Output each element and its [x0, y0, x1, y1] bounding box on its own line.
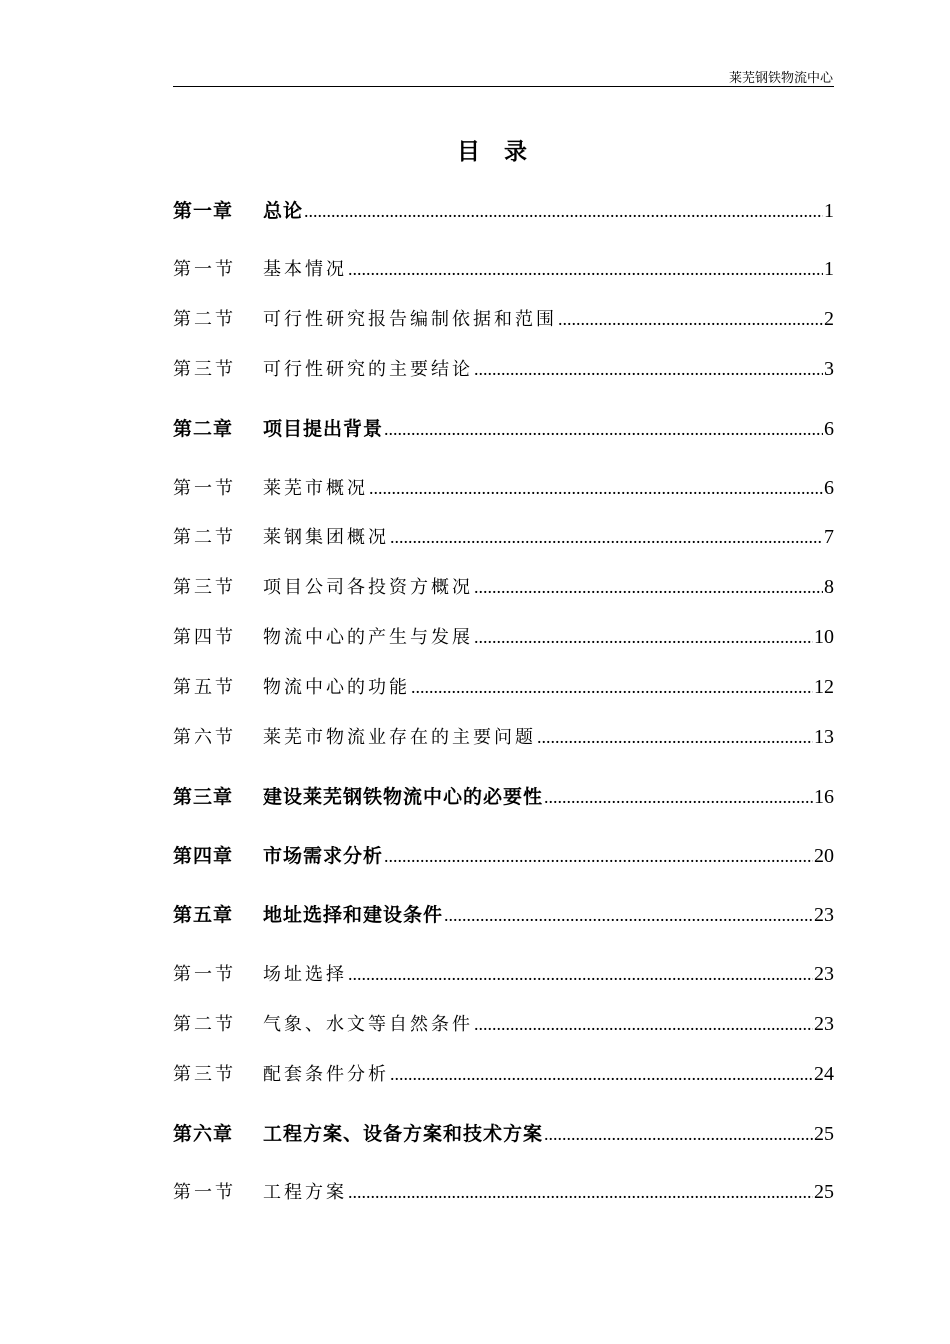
toc-section-entry[interactable]	[173, 474, 834, 502]
toc-dot-leader	[348, 1182, 813, 1203]
header-rule	[173, 86, 834, 87]
toc-entry-title: 基本情况	[263, 259, 347, 280]
toc-entry-title: 地址选择和建设条件	[263, 904, 444, 926]
toc-entry-page-number: 24	[814, 1063, 834, 1085]
toc-entry-number: 第五节	[173, 677, 236, 698]
toc-entry-number: 第二节	[173, 1014, 236, 1035]
toc-entry-page-number: 23	[814, 963, 834, 985]
toc-entry-page-number: 8	[824, 576, 834, 598]
toc-title: 目录	[457, 139, 551, 165]
toc-entry-page-number: 2	[824, 308, 834, 330]
toc-entry-title: 建设莱芜钢铁物流中心的必要性	[263, 786, 544, 808]
toc-section-entry[interactable]	[173, 673, 834, 701]
toc-section-entry[interactable]	[173, 255, 834, 283]
toc-entry-title: 莱芜市概况	[263, 478, 368, 499]
toc-section-entry[interactable]	[173, 523, 834, 551]
toc-entry-number: 第三节	[173, 359, 236, 380]
toc-entry-number: 第二节	[173, 309, 236, 330]
toc-dot-leader	[474, 577, 823, 598]
toc-entry-title: 项目公司各投资方概况	[263, 577, 473, 598]
toc-entry-number: 第一节	[173, 964, 236, 985]
toc-dot-leader	[474, 1014, 813, 1035]
toc-entry-page-number: 13	[814, 726, 834, 748]
toc-dot-leader	[384, 846, 813, 867]
toc-dot-leader	[348, 259, 823, 280]
toc-dot-leader	[474, 359, 823, 380]
toc-entry-page-number: 7	[824, 526, 834, 548]
toc-entry-number: 第三章	[173, 786, 234, 808]
toc-entry-title: 配套条件分析	[263, 1064, 389, 1085]
toc-entry-title: 物流中心的产生与发展	[263, 627, 473, 648]
toc-chapter-entry[interactable]	[173, 782, 834, 810]
toc-entry-number: 第三节	[173, 1064, 236, 1085]
toc-dot-leader	[544, 787, 813, 808]
toc-entry-number: 第一节	[173, 1182, 236, 1203]
toc-entry-title: 可行性研究的主要结论	[263, 359, 473, 380]
toc-entry-page-number: 3	[824, 358, 834, 380]
toc-entry-title: 总论	[263, 200, 304, 222]
toc-entry-title: 市场需求分析	[263, 845, 384, 867]
toc-entry-page-number: 16	[814, 786, 834, 808]
toc-entry-number: 第一节	[173, 259, 236, 280]
toc-entry-page-number: 6	[824, 477, 834, 499]
toc-dot-leader	[544, 1124, 813, 1145]
toc-entry-number: 第六章	[173, 1123, 234, 1145]
toc-entry-number: 第四节	[173, 627, 236, 648]
toc-dot-leader	[474, 627, 813, 648]
toc-section-entry[interactable]	[173, 1060, 834, 1088]
running-header: 莱芜钢铁物流中心	[728, 70, 833, 85]
toc-dot-leader	[390, 1064, 813, 1085]
toc-entry-number: 第六节	[173, 727, 236, 748]
toc-chapter-entry[interactable]	[173, 900, 834, 928]
toc-entry-page-number: 23	[814, 1013, 834, 1035]
toc-section-entry[interactable]	[173, 960, 834, 988]
toc-entry-title: 项目提出背景	[263, 418, 384, 440]
toc-entry-number: 第五章	[173, 904, 234, 926]
toc-entry-page-number: 25	[814, 1181, 834, 1203]
toc-dot-leader	[384, 419, 823, 440]
toc-entry-page-number: 6	[824, 418, 834, 440]
toc-dot-leader	[558, 309, 823, 330]
toc-section-entry[interactable]	[173, 1178, 834, 1206]
toc-section-entry[interactable]	[173, 305, 834, 333]
toc-dot-leader	[369, 478, 823, 499]
toc-entry-number: 第一章	[173, 200, 234, 222]
toc-dot-leader	[537, 727, 813, 748]
toc-entry-page-number: 25	[814, 1123, 834, 1145]
toc-entry-page-number: 1	[824, 258, 834, 280]
toc-entry-title: 莱芜市物流业存在的主要问题	[263, 727, 536, 748]
toc-section-entry[interactable]	[173, 573, 834, 601]
toc-dot-leader	[411, 677, 813, 698]
toc-entry-number: 第一节	[173, 478, 236, 499]
toc-entry-title: 物流中心的功能	[263, 677, 410, 698]
toc-entry-page-number: 23	[814, 904, 834, 926]
toc-entry-number: 第三节	[173, 577, 236, 598]
toc-entry-page-number: 20	[814, 845, 834, 867]
toc-chapter-entry[interactable]	[173, 1119, 834, 1147]
toc-entry-title: 场址选择	[263, 964, 347, 985]
toc-entry-title: 莱钢集团概况	[263, 527, 389, 548]
toc-dot-leader	[304, 201, 823, 222]
toc-chapter-entry[interactable]	[173, 196, 834, 224]
toc-section-entry[interactable]	[173, 355, 834, 383]
toc-entry-page-number: 1	[824, 200, 834, 222]
toc-entry-page-number: 12	[814, 676, 834, 698]
toc-dot-leader	[390, 527, 823, 548]
toc-entry-title: 工程方案、设备方案和技术方案	[263, 1123, 544, 1145]
toc-entry-number: 第四章	[173, 845, 234, 867]
toc-dot-leader	[348, 964, 813, 985]
toc-entry-title: 可行性研究报告编制依据和范围	[263, 309, 557, 330]
toc-section-entry[interactable]	[173, 723, 834, 751]
toc-section-entry[interactable]	[173, 623, 834, 651]
toc-section-entry[interactable]	[173, 1010, 834, 1038]
toc-entry-number: 第二节	[173, 527, 236, 548]
toc-entry-page-number: 10	[814, 626, 834, 648]
toc-chapter-entry[interactable]	[173, 841, 834, 869]
toc-entry-number: 第二章	[173, 418, 234, 440]
toc-entry-title: 工程方案	[263, 1182, 347, 1203]
toc-dot-leader	[444, 905, 813, 926]
toc-entry-title: 气象、水文等自然条件	[263, 1014, 473, 1035]
toc-chapter-entry[interactable]	[173, 414, 834, 442]
